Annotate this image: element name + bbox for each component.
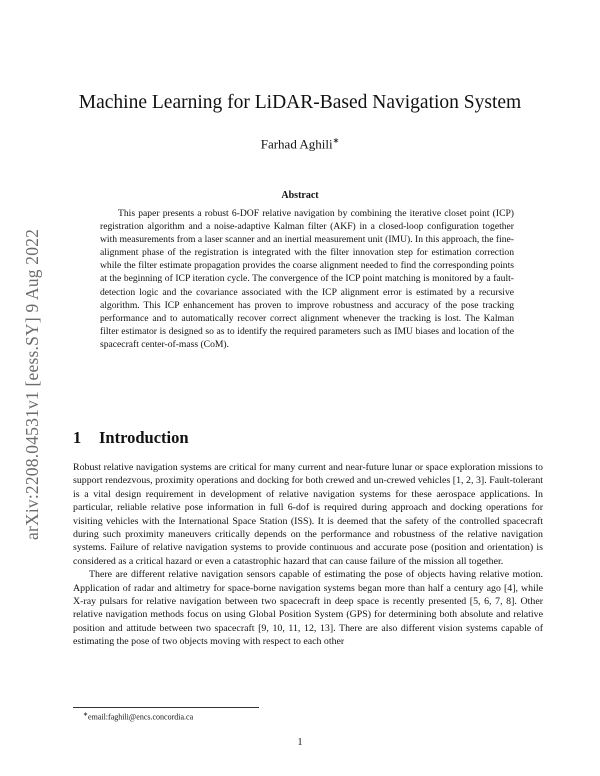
section-body [73, 461, 543, 649]
footnote-rule [73, 707, 259, 708]
footnote-text: email:faghili@encs.concordia.ca [88, 712, 194, 722]
section-heading [73, 428, 189, 448]
arxiv-identifier: arXiv:2208.04531v1 [eess.SY] 9 Aug 2022 [22, 228, 42, 540]
author-name: Farhad Aghili [260, 136, 333, 152]
author-footnote-mark: ∗ [332, 136, 340, 145]
footnote-mark: ∗ [83, 712, 89, 718]
section-number: 1 [73, 428, 82, 447]
paragraph: Robust relative navigation systems are critical for many current and near-future lunar or space exploration missions to support rendezvous, proximity operations and docking for both crewed and un-crewed vehicles [1, 2, 3]. Fault-tolerant is a vital design requirement in development of relative navigation systems for these aerospace applications. In particular, reliable relative pose information in full 6-dof is required during approach and docking operations for visiting vehicles with the International Space Station (ISS). It is deemed that the safety of the controlled spacecraft during such proximity maneuvers critically depends on the performance and robustness of the relative navigation systems. Failure of relative navigation systems to provide continuous and accurate pose (position and orientation) is considered as a critical hazard or even a catastrophic hazard that can cause failure of the mission all together. [73, 462, 543, 567]
paper-title: Machine Learning for LiDAR-Based Navigation System [78, 92, 522, 113]
page-number: 1 [297, 737, 303, 748]
abstract-heading: Abstract [281, 190, 319, 201]
section-title: Introduction [99, 428, 189, 447]
author-line [0, 136, 600, 152]
abstract-text: This paper presents a robust 6-DOF relative navigation by combining the iterative closet point (ICP) registration algorithm and a noise-adaptive Kalman filter (AKF) in a closed-loop configuration together with measurements from a laser scanner and an inertial measurement unit (IMU). In this approach, the fine-alignment phase of the registration is integrated with the filter innovation step for estimation correction while the filter estimate propagation provides the coarse alignment needed to find the corresponding points at the beginning of ICP iteration cycle. The convergence of the ICP point matching is monitored by a fault-detection logic and the covariance associated with the ICP alignment error is estimated by a recursive algorithm. This ICP enhancement has proven to improve robustness and accuracy of the pose tracking performance and to automatically recover correct alignment whenever the tracking is lost. The Kalman filter estimator is designed so as to identify the required parameters such as IMU biases and location of the spacecraft center-of-mass (CoM). [100, 208, 514, 350]
paragraph: There are different relative navigation sensors capable of estimating the pose of objects having relative motion. Application of radar and altimetry for space-borne navigation systems began more than half a century ago [4], while X-ray pulsars for relative navigation between two spacecraft in deep space is recently presented [5, 6, 7, 8]. Other relative navigation methods focus on using Global Position System (GPS) for determining both absolute and relative position and attitude between two spacecraft [9, 10, 11, 12, 13]. There are also different vision systems capable of estimating the pose of two objects moving with respect to each other [73, 569, 543, 648]
footnote [83, 711, 193, 722]
